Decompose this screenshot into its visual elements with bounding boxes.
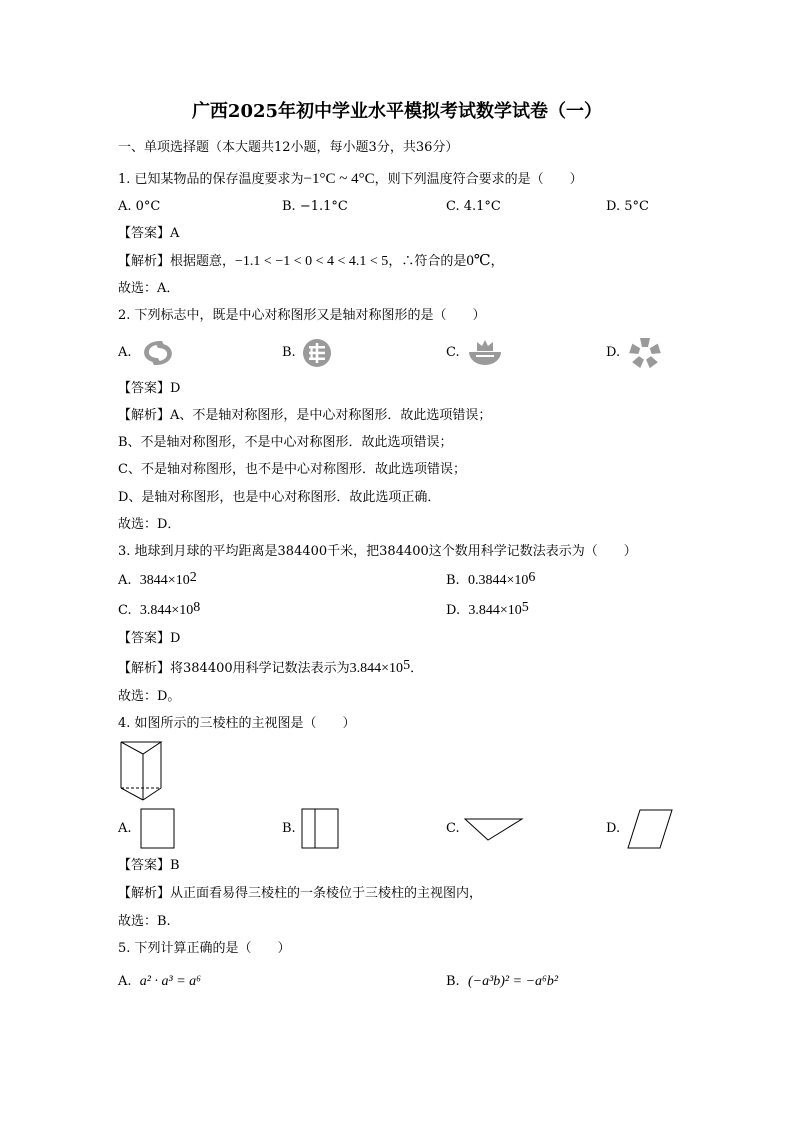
q3-option-d-base: 3.844×10: [468, 603, 522, 618]
q1-option-a: A. 0°C: [118, 199, 161, 214]
q4-analysis-text: 从正面看易得三棱柱的一条棱位于三棱柱的主视图内，: [170, 886, 483, 901]
section-heading: 一、单项选择题（本大题共12小题，每小题3分，共36分）: [118, 140, 459, 155]
q1-analysis-text-2: ，∴符合的是: [388, 254, 467, 269]
q4-label-c: C.: [446, 821, 460, 836]
q2-logo-b-icon: [300, 337, 334, 369]
q3-analysis-base: 3.844×10: [349, 661, 404, 676]
q4-stem: 4. 如图所示的三棱柱的主视图是（ ）: [118, 716, 356, 731]
q3-option-a-exp: 2: [189, 570, 197, 585]
q1-conclusion: 故选：A．: [118, 281, 180, 296]
q3-conclusion: 故选：D。: [118, 689, 181, 704]
q4-answer-value: B: [170, 858, 180, 873]
q3-analysis-exp: 5: [403, 658, 411, 673]
q2-conclusion: 故选：D．: [118, 517, 181, 532]
q3-analysis-end: ．: [410, 661, 424, 676]
q5-stem: 5. 下列计算正确的是（ ）: [118, 941, 291, 956]
q2-logo-c-icon: [464, 337, 506, 367]
q4-analysis: [118, 885, 482, 903]
q3-stem: 3. 地球到月球的平均距离是384400千米，把384400这个数用科学记数法表示为（ ）: [118, 544, 637, 559]
q3-option-b-label: B.: [446, 573, 460, 588]
q4-label-b: B.: [282, 821, 296, 836]
answer-tag: 【答案】: [118, 858, 171, 873]
q3-answer-value: D: [170, 631, 181, 646]
analysis-tag: 【解析】: [118, 886, 171, 901]
q3-option-d-exp: 5: [521, 600, 529, 615]
q2-answer-value: D: [170, 381, 181, 396]
q2-label-b: B.: [282, 345, 296, 360]
q2-analysis-text: A、不是轴对称图形，是中心对称图形．故此选项错误；: [170, 408, 492, 423]
analysis-tag: 【解析】: [118, 661, 171, 676]
q2-logo-a-icon: [138, 338, 178, 368]
q5-option-b-label: B.: [446, 974, 460, 989]
page-title: 广西2025年初中学业水平模拟考试数学试卷（一）: [191, 101, 603, 122]
answer-tag: 【答案】: [118, 226, 171, 241]
q4-option-a-figure: [140, 808, 176, 850]
q5-option-b-math: (−a³b)² = −a⁶b²: [467, 974, 559, 989]
q3-option-c-label: C.: [118, 603, 132, 618]
q4-answer: [118, 857, 180, 875]
q4-label-d: D.: [606, 821, 621, 836]
q4-prism-figure: [119, 740, 165, 804]
q1-option-d: D. 5°C: [606, 199, 649, 214]
q1-answer-value: A: [170, 226, 180, 241]
q1-stem: [118, 170, 583, 189]
q2-analysis-1: [118, 407, 491, 425]
q2-label-c: C.: [446, 345, 460, 360]
q1-answer: [118, 225, 179, 243]
q3-option-c: [118, 602, 200, 620]
q2-answer: [118, 380, 180, 398]
q1-analysis-math: −1.1 < −1 < 0 < 4 < 4.1 < 5: [235, 254, 389, 269]
q2-label-a: A.: [118, 345, 132, 360]
q3-option-d: [446, 602, 529, 620]
q1-range: −1°C ~ 4°C: [303, 171, 375, 187]
q1-analysis: [118, 252, 504, 271]
q4-label-a: A.: [118, 821, 132, 836]
q2-analysis-4: D、是轴对称图形，也是中心对称图形．故此选项正确．: [118, 490, 441, 505]
answer-tag: 【答案】: [118, 631, 171, 646]
q5-option-a-math: a² · a³ = a⁶: [139, 974, 202, 989]
q1-stem-tail: ，则下列温度符合要求的是（ ）: [374, 172, 583, 187]
analysis-tag: 【解析】: [118, 254, 171, 269]
q3-option-a: [118, 572, 197, 590]
q2-stem: 2. 下列标志中，既是中心对称图形又是轴对称图形的是（ ）: [118, 308, 486, 323]
q3-option-c-exp: 8: [193, 600, 201, 615]
q3-option-d-label: D.: [446, 603, 461, 618]
q1-analysis-text: 根据题意，: [170, 254, 236, 269]
q3-answer: [118, 630, 180, 648]
analysis-tag: 【解析】: [118, 408, 171, 423]
q2-analysis-2: B、不是轴对称图形，不是中心对称图形．故此选项错误；: [118, 435, 453, 450]
q5-option-a-label: A.: [118, 974, 132, 989]
q3-analysis-text: 将384400用科学记数法表示为: [170, 661, 350, 676]
q1-option-c: C. 4.1°C: [446, 199, 501, 214]
q4-option-b-figure: [301, 808, 341, 850]
q5-option-a: [118, 973, 201, 991]
q2-analysis-3: C、不是轴对称图形，也不是中心对称图形．故此选项错误；: [118, 462, 466, 477]
q3-option-c-base: 3.844×10: [139, 603, 194, 618]
q1-analysis-tail: ，: [490, 254, 504, 269]
q3-option-b: [446, 572, 535, 590]
answer-tag: 【答案】: [118, 381, 171, 396]
q3-option-a-label: A.: [118, 573, 132, 588]
q1-stem-text: 1. 已知某物品的保存温度要求为: [118, 172, 304, 187]
q3-analysis: [118, 660, 423, 678]
q3-option-b-exp: 6: [528, 570, 536, 585]
q3-option-b-base: 0.3844×10: [467, 573, 529, 588]
q2-logo-d-icon: [626, 335, 664, 371]
q1-option-b: B. −1.1°C: [282, 199, 348, 214]
q5-option-b: [446, 973, 558, 991]
q1-analysis-result: 0℃: [466, 253, 491, 269]
q4-conclusion: 故选：B.: [118, 914, 171, 929]
q4-option-c-figure: [464, 816, 526, 842]
q2-label-d: D.: [606, 345, 621, 360]
q3-option-a-base: 3844×10: [139, 573, 190, 588]
q4-option-d-figure: [626, 808, 674, 850]
